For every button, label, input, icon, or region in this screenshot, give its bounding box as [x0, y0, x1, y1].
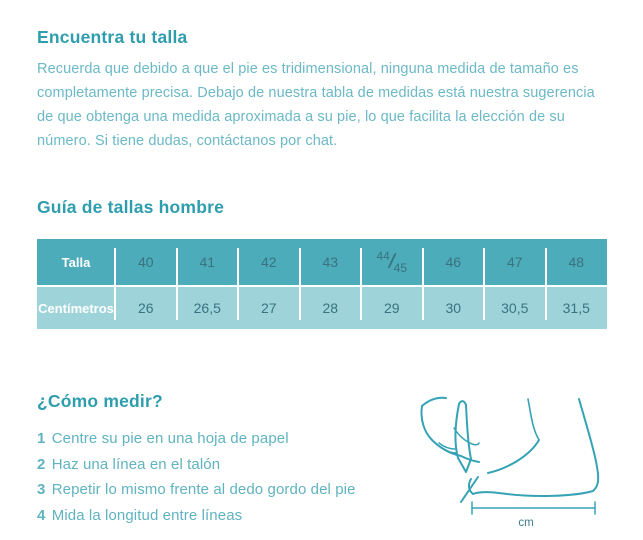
size-cell: 29	[361, 287, 423, 329]
foot-measuring-illustration	[408, 388, 633, 538]
size-cell: 30	[423, 287, 485, 329]
size-cell: 42	[238, 239, 300, 287]
thumb-line	[454, 428, 479, 445]
pencil-right-edge	[466, 405, 471, 459]
size-cell: 26,5	[177, 287, 239, 329]
table-row	[37, 287, 607, 329]
wrist-line	[422, 398, 446, 406]
measure-step: 2 Haz una línea en el talón	[37, 455, 221, 473]
row-label: Talla	[37, 239, 115, 287]
size-cell: 26	[115, 287, 177, 329]
measure-steps-list	[37, 426, 356, 528]
size-cell: 48	[546, 239, 608, 287]
measure-step: 1 Centre su pie en una hoja de papel	[37, 430, 289, 447]
step-number: 4	[37, 506, 46, 524]
table-row	[37, 239, 607, 287]
row-label: Centímetros	[37, 287, 115, 329]
size-cell: 30,5	[484, 287, 546, 329]
leg-front-line	[528, 399, 539, 440]
step-number: 1	[37, 430, 46, 447]
how-to-measure-title: ¿Cómo medir?	[37, 391, 163, 411]
size-cell: 46	[423, 239, 485, 287]
size-cell: 27	[238, 287, 300, 329]
men-size-guide-title: Guía de tallas hombre	[37, 197, 225, 217]
sole-line	[473, 491, 593, 496]
step-number: 3	[37, 481, 46, 498]
cm-label: cm	[518, 517, 534, 529]
measure-step: 4 Mida la longitud entre líneas	[37, 506, 243, 524]
size-table-container	[37, 239, 607, 329]
size-cell: 28	[300, 287, 362, 329]
step-number: 2	[37, 455, 46, 473]
split-size-value: 44/45	[376, 249, 408, 275]
size-cell: 43	[300, 239, 362, 287]
foot-top-line	[488, 440, 539, 473]
size-cell: 31,5	[546, 287, 608, 329]
size-cell: 40	[115, 239, 177, 287]
pencil-top-cap	[459, 401, 466, 405]
size-cell: 41	[177, 239, 239, 287]
size-cell: 47	[484, 239, 546, 287]
measure-step: 3 Repetir lo mismo frente al dedo gordo del pie	[37, 481, 356, 498]
intro-paragraph: Recuerda que debido a que el pie es tridimensional, ninguna medida de tamaño es completamente precisa. Debajo de nuestra tabla de medidas está nuestra sugerencia de que obtenga una medida aproximada a su pie, lo que facilita la elección de su número. Si tiene dudas, contáctanos por chat.	[37, 61, 595, 149]
size-cell	[361, 239, 423, 287]
leg-back-line	[579, 399, 598, 491]
size-table	[37, 239, 607, 329]
find-your-size-title: Encuentra tu talla	[37, 27, 188, 47]
pencil-left-edge	[455, 404, 459, 458]
